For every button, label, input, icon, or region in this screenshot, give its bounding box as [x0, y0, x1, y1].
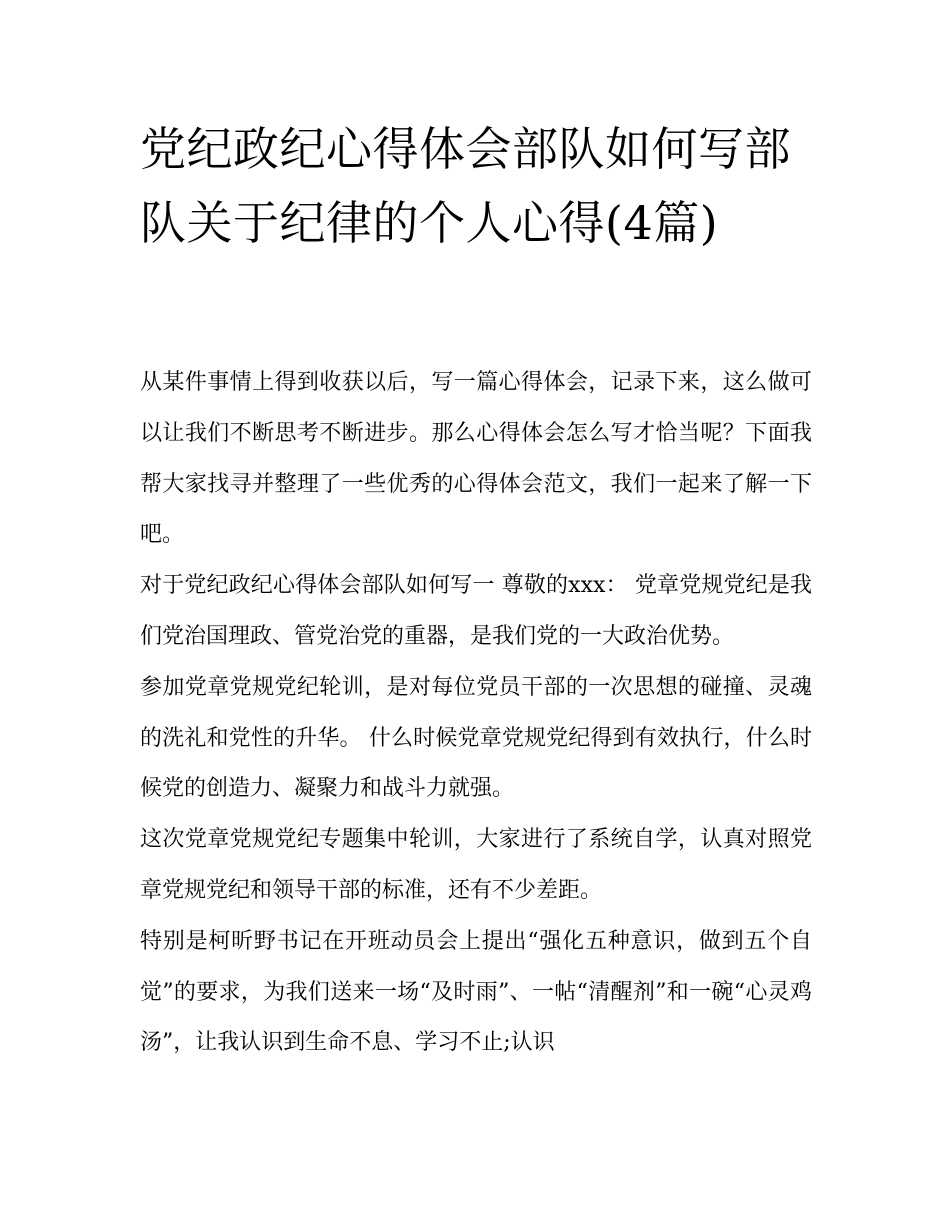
paragraph-intro: 从某件事情上得到收获以后，写一篇心得体会，记录下来，这么做可以让我们不断思考不断进步。那么心得体会怎么写才恰当呢？下面我帮大家找寻并整理了一些优秀的心得体会范文，我们一起来了解一下吧。: [140, 370, 812, 548]
paragraph-secretary-speech: 特别是柯昕野书记在开班动员会上提出“强化五种意识，做到五个自觉”的要求，为我们送来一场“及时雨”、一帖“清醒剂”和一碗“心灵鸡汤”，让我认识到生命不息、学习不止;认识: [140, 928, 812, 1056]
paragraph-self-study: 这次党章党规党纪专题集中轮训，大家进行了系统自学，认真对照党章党规党纪和领导干部的标准，还有不少差距。: [140, 827, 812, 903]
document-body: [140, 358, 812, 1069]
paragraph-party-discipline: 对于党纪政纪心得体会部队如何写一 尊敬的xxx： 党章党规党纪是我们党治国理政、管党治党的重器，是我们党的一大政治优势。: [140, 573, 812, 649]
document-title: 党纪政纪心得体会部队如何写部队关于纪律的个人心得(4篇): [140, 122, 791, 250]
paragraph-training: 参加党章党规党纪轮训，是对每位党员干部的一次思想的碰撞、灵魂的洗礼和党性的升华。 什么时候党章党规党纪得到有效执行，什么时候党的创造力、凝聚力和战斗力就强。: [140, 674, 812, 802]
